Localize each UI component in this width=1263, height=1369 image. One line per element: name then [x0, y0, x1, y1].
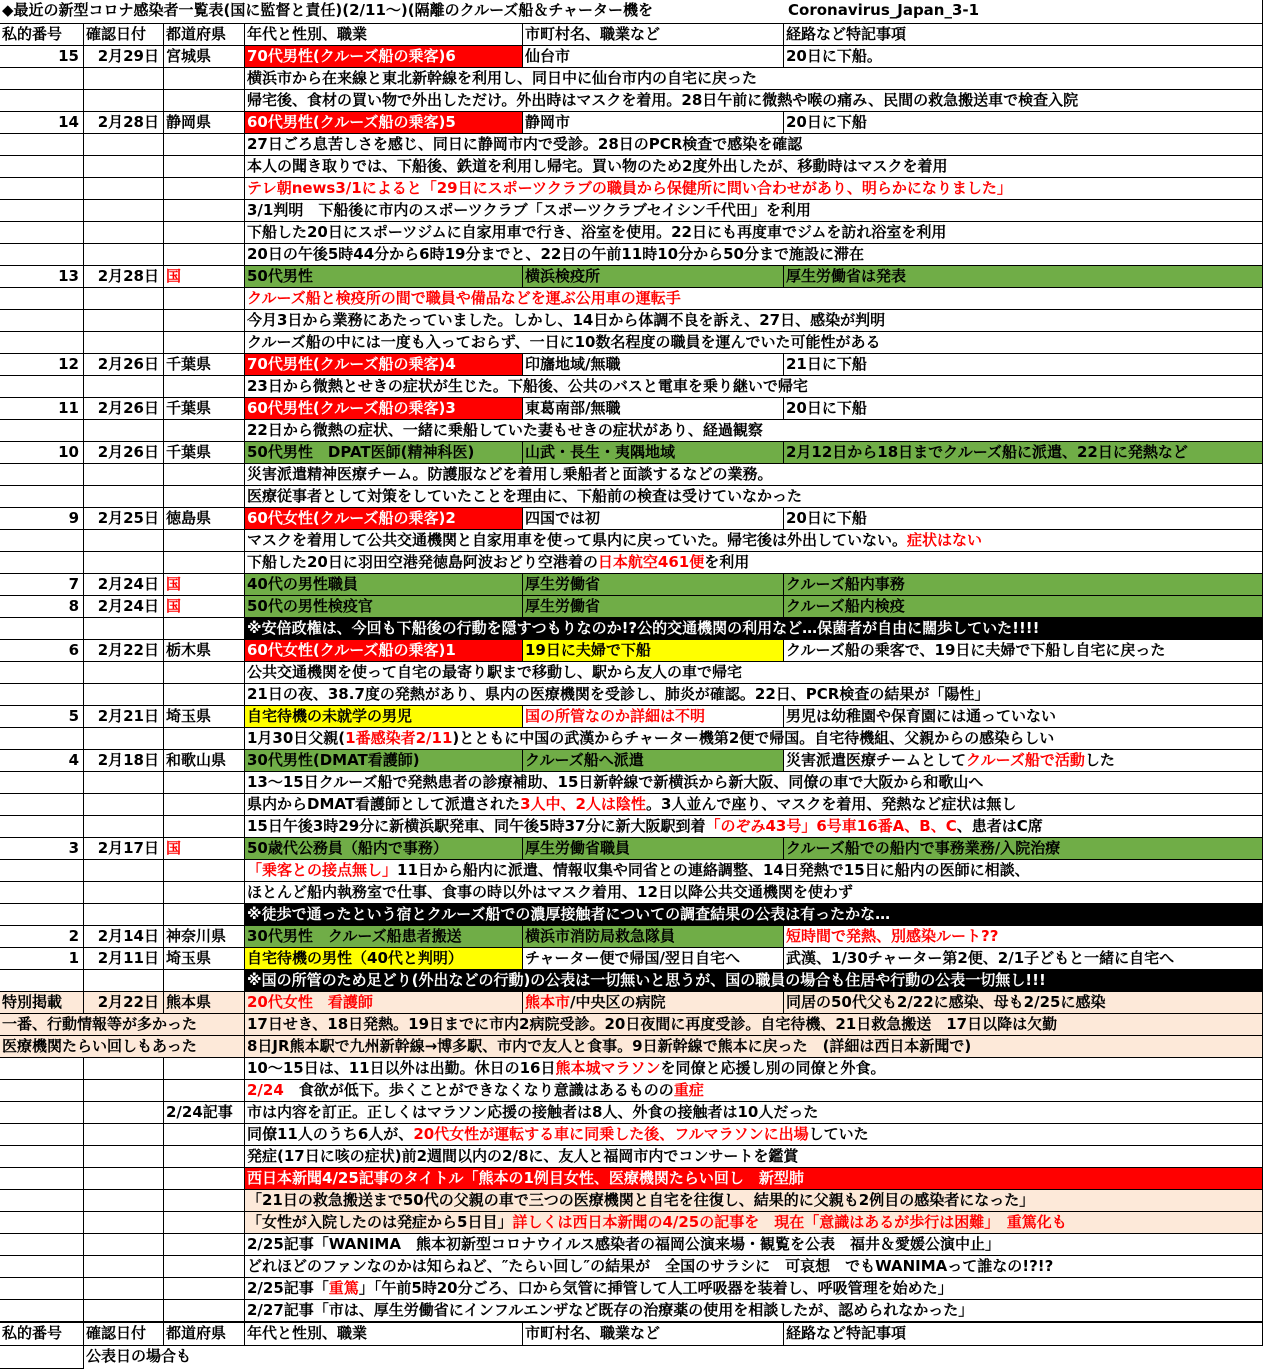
highlight-text: 3人中、2人は陰性: [520, 795, 646, 813]
cell-note[interactable]: 男児は幼稚園や保育園には通っていない: [784, 706, 1263, 728]
cell-city[interactable]: 厚生労働省: [523, 574, 784, 596]
footer-header-pref[interactable]: 都道府県: [164, 1322, 245, 1346]
highlight-text: 日本航空461便: [597, 553, 705, 571]
cell-city[interactable]: 仙台市: [523, 46, 784, 68]
cell-pref[interactable]: 千葉県: [164, 398, 245, 420]
sheet-id: Coronavirus_Japan_3-1: [786, 0, 1263, 24]
cell-city[interactable]: 山武・長生・夷隅地域: [523, 442, 784, 464]
cell-note[interactable]: 21日に下船: [784, 354, 1263, 376]
highlight-text: 20代女性が運転する車に同乗した後、フルマラソンに出場: [413, 1125, 809, 1143]
col-header-city[interactable]: 市町村名、職業など: [523, 24, 784, 46]
cell-city[interactable]: クルーズ船へ派遣: [523, 750, 784, 772]
highlight-text: クルーズ船で活動: [966, 751, 1085, 769]
cell-city[interactable]: 印旛地域/無職: [523, 354, 784, 376]
detail-text[interactable]: 下船した20日にスポーツジムに自家用車で行き、浴室を使用。22日にも再度車でジムを訪れ浴室を利用: [245, 222, 1263, 244]
cell-date[interactable]: 2月24日: [84, 596, 164, 618]
detail-text[interactable]: 横浜市から在来線と東北新幹線を利用し、同日中に仙台市内の自宅に戻った: [245, 68, 1263, 90]
col-header-note[interactable]: 経路など特記事項: [784, 24, 1263, 46]
cell-note[interactable]: クルーズ船内事務: [784, 574, 1263, 596]
detail-text[interactable]: 下船した20日に羽田空港発徳島阿波おどり空港着の日本航空461便を利用: [245, 552, 1263, 574]
cell-no[interactable]: 14: [0, 112, 84, 134]
cell-date[interactable]: 2月22日: [84, 640, 164, 662]
detail-text[interactable]: 10～15日は、11日以外は出勤。休日の16日熊本城マラソンを同僚と応援し別の同僚と外食。: [245, 1058, 1263, 1080]
detail-text[interactable]: 本人の聞き取りでは、下船後、鉄道を利用し帰宅。買い物のため2度外出したが、移動時はマスクを着用: [245, 156, 1263, 178]
cell-date[interactable]: 2月28日: [84, 112, 164, 134]
cell-note[interactable]: 20日に下船。: [784, 46, 1263, 68]
cell-city[interactable]: 静岡市: [523, 112, 784, 134]
cell-city[interactable]: 横浜検疫所: [523, 266, 784, 288]
cell-date[interactable]: 2月24日: [84, 574, 164, 596]
cell-age[interactable]: 60代男性(クルーズ船の乗客)3: [245, 398, 523, 420]
cell-age[interactable]: 50代の男性検疫官: [245, 596, 523, 618]
cell-city[interactable]: 東葛南部/無職: [523, 398, 784, 420]
cell-pref[interactable]: 徳島県: [164, 508, 245, 530]
cell-note[interactable]: 短時間で発熱、別感染ルート??: [784, 926, 1263, 948]
cell-no[interactable]: 1: [0, 948, 84, 970]
cell-pref[interactable]: 静岡県: [164, 112, 245, 134]
detail-text[interactable]: マスクを着用して公共交通機関と自家用車を使って県内に戻っていた。帰宅後は外出していない。症状はない: [245, 530, 1263, 552]
cell-age[interactable]: 50代男性: [245, 266, 523, 288]
col-header-date[interactable]: 確認日付: [84, 24, 164, 46]
cell-date[interactable]: 2月18日: [84, 750, 164, 772]
col-header-pref[interactable]: 都道府県: [164, 24, 245, 46]
news-title-banner[interactable]: 西日本新聞4/25記事のタイトル「熊本の1例目女性、医療機関たらい回し 新型肺: [245, 1168, 1263, 1190]
col-header-age[interactable]: 年代と性別、職業: [245, 24, 523, 46]
footer-header-date[interactable]: 確認日付: [84, 1322, 164, 1346]
highlight-text: 「のぞみ43号」6号車16番A、B、C: [705, 817, 957, 835]
cell-date[interactable]: 2月22日: [84, 992, 164, 1014]
detail-text[interactable]: クルーズ船と検疫所の間で職員や備品などを運ぶ公用車の運転手: [245, 288, 1263, 310]
cell-note[interactable]: 20日に下船: [784, 398, 1263, 420]
comment-banner[interactable]: ※安倍政権は、今回も下船後の行動を隠すつもりなのか!?公的交通機関の利用など…保菌者が自由に闊歩していた!!!!: [245, 618, 1263, 640]
detail-text[interactable]: 公共交通機関を使って自宅の最寄り駅まで移動し、駅から友人の車で帰宅: [245, 662, 1263, 684]
detail-text[interactable]: ほとんど船内執務室で仕事、食事の時以外はマスク着用、12日以降公共交通機関を使わず: [245, 882, 1263, 904]
detail-text[interactable]: 市は内容を訂正。正しくはマラソン応援の接触者は8人、外食の接触者は10人だった: [245, 1102, 1263, 1124]
detail-text[interactable]: 27日ごろ息苦しさを感じ、同日に静岡市内で受診。28日のPCR検査で感染を確認: [245, 134, 1263, 156]
detail-text[interactable]: 2/25記事「重篤」「午前5時20分ごろ、口から気管に挿管して人工呼吸器を装着し、呼吸管理を始めた」: [245, 1278, 1263, 1300]
cell-pref[interactable]: 埼玉県: [164, 948, 245, 970]
footer-note: 公表日の場合も: [86, 1347, 192, 1365]
cell-city[interactable]: 四国では初: [523, 508, 784, 530]
cell-pref[interactable]: 千葉県: [164, 442, 245, 464]
cell-note[interactable]: クルーズ船内検疫: [784, 596, 1263, 618]
footer-header-no[interactable]: 私的番号: [0, 1322, 84, 1346]
detail-text[interactable]: 1月30日父親(1番感染者2/11)とともに中国の武漢からチャーター機第2便で帰国。自宅待機組、父親からの感染らしい: [245, 728, 1263, 750]
col-header-no[interactable]: 私的番号: [0, 24, 84, 46]
highlight-text: 症状はない: [907, 531, 983, 549]
side-label[interactable]: 医療機関たらい回しもあった: [0, 1036, 245, 1058]
highlight-text: 1番感染者2/11: [345, 729, 453, 747]
cell-city[interactable]: 厚生労働省職員: [523, 838, 784, 860]
detail-text[interactable]: 13～15日クルーズ船で発熱患者の診療補助、15日新幹線で新横浜から新大阪、同僚の車で大阪から和歌山へ: [245, 772, 1263, 794]
detail-text[interactable]: 2/24 食欲が低下。歩くことができなくなり意識はあるものの重症: [245, 1080, 1263, 1102]
cell-age[interactable]: 60代女性(クルーズ船の乗客)1: [245, 640, 523, 662]
cell-date[interactable]: 2月14日: [84, 926, 164, 948]
cell-date[interactable]: 2月17日: [84, 838, 164, 860]
cell-city[interactable]: 熊本市/中央区の病院: [523, 992, 784, 1014]
detail-text[interactable]: 「21日の救急搬送まで50代の父親の車で三つの医療機関と自宅を往復し、結果的に父親も2例目の感染者になった」: [245, 1190, 1263, 1212]
cell-age[interactable]: 自宅待機の未就学の男児: [245, 706, 523, 728]
cell-date[interactable]: 2月11日: [84, 948, 164, 970]
detail-text[interactable]: 17日せき、18日発熱。19日までに市内2病院受診。20日夜間に再度受診。自宅待機、21日救急搬送 17日以降は欠勤: [245, 1014, 1263, 1036]
cell-no[interactable]: 7: [0, 574, 84, 596]
cell-city[interactable]: 厚生労働省: [523, 596, 784, 618]
detail-text[interactable]: 「女性が入院したのは発症から5日目」詳しくは西日本新聞の4/25の記事を 現在「意識はあるが歩行は困難」 重篤化も: [245, 1212, 1263, 1234]
cell-age[interactable]: 60代男性(クルーズ船の乗客)5: [245, 112, 523, 134]
cell-no[interactable]: 特別掲載: [0, 992, 84, 1014]
cell-no[interactable]: 13: [0, 266, 84, 288]
cell-pref[interactable]: 熊本県: [164, 992, 245, 1014]
cell-city[interactable]: チャーター便で帰国/翌日自宅へ: [523, 948, 784, 970]
detail-text[interactable]: 「乗客との接点無し」11日から船内に派遣、情報収集や同省との連絡調整、14日発熱で15日に船内の医師に相談、: [245, 860, 1263, 882]
cell-age[interactable]: 50代男性 DPAT医師(精神科医): [245, 442, 523, 464]
detail-text[interactable]: 2/25記事「WANIMA 熊本初新型コロナウイルス感染者の福岡公演来場・観覧を公表 福井＆愛媛公演中止」: [245, 1234, 1263, 1256]
detail-text[interactable]: 21日の夜、38.7度の発熱があり、県内の医療機関を受診し、肺炎が確認。22日、PCR検査の結果が「陽性」: [245, 684, 1263, 706]
cell-city[interactable]: 19日に夫婦で下船: [523, 640, 784, 662]
cell-pref[interactable]: 国: [164, 838, 245, 860]
cell-note[interactable]: 2月12日から18日までクルーズ船に派遣、22日に発熱など: [784, 442, 1263, 464]
cell-age[interactable]: 60代女性(クルーズ船の乗客)2: [245, 508, 523, 530]
cell-date[interactable]: 2月25日: [84, 508, 164, 530]
cell-age[interactable]: 自宅待機の男性（40代と判明）: [245, 948, 523, 970]
cell-date[interactable]: 2月21日: [84, 706, 164, 728]
cell-date[interactable]: 2月26日: [84, 354, 164, 376]
cell-pref[interactable]: 国: [164, 596, 245, 618]
cell-no[interactable]: 8: [0, 596, 84, 618]
cell-no[interactable]: 5: [0, 706, 84, 728]
footer-header-age[interactable]: 年代と性別、職業: [245, 1322, 523, 1346]
highlight-text: 「乗客との接点無し」: [247, 861, 398, 879]
cell-city[interactable]: 国の所管なのか詳細は不明: [523, 706, 784, 728]
footer-header-note[interactable]: 経路など特記事項: [784, 1322, 1263, 1346]
cell-pref[interactable]: 和歌山県: [164, 750, 245, 772]
cell-no[interactable]: 12: [0, 354, 84, 376]
detail-text[interactable]: 帰宅後、食材の買い物で外出しただけ。外出時はマスクを着用。28日午前に微熱や喉の痛み、民間の救急搬送車で検査入院: [245, 90, 1263, 112]
footer-header-city[interactable]: 市町村名、職業など: [523, 1322, 784, 1346]
cell-no[interactable]: 10: [0, 442, 84, 464]
cell-pref[interactable]: 宮城県: [164, 46, 245, 68]
cell-date[interactable]: 2月26日: [84, 398, 164, 420]
cell-no[interactable]: 9: [0, 508, 84, 530]
sheet-title: ◆最近の新型コロナ感染者一覧表(国に監督と責任)(2/11～)(隔離のクルーズ船＆チャーター機を: [0, 0, 786, 24]
cell-pref[interactable]: 埼玉県: [164, 706, 245, 728]
cell-age[interactable]: 70代男性(クルーズ船の乗客)6: [245, 46, 523, 68]
cell-no[interactable]: 3: [0, 838, 84, 860]
cell-date[interactable]: 2月26日: [84, 442, 164, 464]
cell-pref[interactable]: 神奈川県: [164, 926, 245, 948]
detail-text[interactable]: 8日JR熊本駅で九州新幹線→博多駅、市内で友人と食事。9日新幹線で熊本に戻った (詳細は西日本新聞で): [245, 1036, 1263, 1058]
highlight-text: 重症: [673, 1081, 704, 1099]
cell-age[interactable]: 50歳代公務員（船内で事務）: [245, 838, 523, 860]
comment-banner[interactable]: ※徒歩で通ったという宿とクルーズ船での濃厚接触者についての調査結果の公表は有ったかな…: [245, 904, 1263, 926]
cell-pref[interactable]: 千葉県: [164, 354, 245, 376]
cell-note[interactable]: 20日に下船: [784, 112, 1263, 134]
detail-text[interactable]: 15日午後3時29分に新横浜駅発車、同午後5時37分に新大阪駅到着「のぞみ43号」6号車16番A、B、C、患者はC席: [245, 816, 1263, 838]
cell-note[interactable]: クルーズ船での船内で事務業務/入院治療: [784, 838, 1263, 860]
cell-age[interactable]: 20代女性 看護師: [245, 992, 523, 1014]
cell-age[interactable]: 30代男性(DMAT看護師): [245, 750, 523, 772]
cell-note[interactable]: 同居の50代父も2/22に感染、母も2/25に感染: [784, 992, 1263, 1014]
detail-text[interactable]: 20日の午後5時44分から6時19分までと、22日の午前11時10分から50分まで施設に滞在: [245, 244, 1263, 266]
cell-no[interactable]: 4: [0, 750, 84, 772]
cell-no[interactable]: 11: [0, 398, 84, 420]
highlight-text: 重篤: [328, 1279, 359, 1297]
detail-text[interactable]: 今月3日から業務にあたっていました。しかし、14日から体調不良を訴え、27日、感染が判明: [245, 310, 1263, 332]
cell-note[interactable]: クルーズ船の乗客で、19日に夫婦で下船し自宅に戻った: [784, 640, 1263, 662]
cell-pref[interactable]: 栃木県: [164, 640, 245, 662]
detail-text[interactable]: 災害派遣精神医療チーム。防護服などを着用し乗船者と面談するなどの業務。: [245, 464, 1263, 486]
comment-banner[interactable]: ※国の所管のため足どり(外出などの行動)の公表は一切無いと思うが、国の職員の場合も住居や行動の公表一切無し!!!: [245, 970, 1263, 992]
detail-text[interactable]: 医療従事者として対策をしていたことを理由に、下船前の検査は受けていなかった: [245, 486, 1263, 508]
detail-text[interactable]: 22日から微熱の症状、一緒に乗船していた妻もせきの症状があり、経過観察: [245, 420, 1263, 442]
cell-city[interactable]: 横浜市消防局救急隊員: [523, 926, 784, 948]
detail-text[interactable]: 3/1判明 下船後に市内のスポーツクラブ「スポーツクラブセイシン千代田」を利用: [245, 200, 1263, 222]
cell-date[interactable]: 2月28日: [84, 266, 164, 288]
highlight-text: 熊本城マラソン: [555, 1059, 661, 1077]
cell-no[interactable]: 6: [0, 640, 84, 662]
detail-text[interactable]: 発症(17日に咳の症状)前2週間以内の2/8に、友人と福岡市内でコンサートを鑑賞: [245, 1146, 1263, 1168]
cell-pref[interactable]: 国: [164, 574, 245, 596]
detail-text[interactable]: クルーズ船の中には一度も入っておらず、一日に10数名程度の職員を運んでいた可能性がある: [245, 332, 1263, 354]
highlight-text: 詳しくは西日本新聞の4/25の記事を 現在「意識はあるが歩行は困難」 重篤化も: [512, 1213, 1067, 1231]
detail-text[interactable]: 2/27記事「市は、厚生労働省にインフルエンザなど既存の治療薬の使用を相談したが、認められなかった」: [245, 1300, 1263, 1322]
cell-age[interactable]: 70代男性(クルーズ船の乗客)4: [245, 354, 523, 376]
cell-pref[interactable]: 国: [164, 266, 245, 288]
cell-no[interactable]: 15: [0, 46, 84, 68]
cell-age[interactable]: 30代男性 クルーズ船患者搬送: [245, 926, 523, 948]
cell-age[interactable]: 40代の男性職員: [245, 574, 523, 596]
detail-text[interactable]: 県内からDMAT看護師として派遣された3人中、2人は陰性。3人並んで座り、マスクを着用、発熱など症状は無し: [245, 794, 1263, 816]
cell-note[interactable]: 20日に下船: [784, 508, 1263, 530]
cell-note[interactable]: 災害派遣医療チームとしてクルーズ船で活動した: [784, 750, 1263, 772]
detail-text[interactable]: テレ朝news3/1によると「29日にスポーツクラブの職員から保健所に問い合わせがあり、明らかになりました」: [245, 178, 1263, 200]
cell-no[interactable]: 2: [0, 926, 84, 948]
cell-date[interactable]: 2月29日: [84, 46, 164, 68]
detail-text[interactable]: 23日から微熱とせきの症状が生じた。下船後、公共のバスと電車を乗り継いで帰宅: [245, 376, 1263, 398]
detail-text[interactable]: 同僚11人のうち6人が、20代女性が運転する車に同乗した後、フルマラソンに出場していた: [245, 1124, 1263, 1146]
cell-note[interactable]: 厚生労働省は発表: [784, 266, 1263, 288]
cell-note[interactable]: 武漢、1/30チャーター第2便、2/1子どもと一緒に自宅へ: [784, 948, 1263, 970]
article-date[interactable]: 2/24記事: [164, 1102, 245, 1124]
detail-text[interactable]: どれほどのファンなのかは知らねど、″たらい回し″の結果が 全国のサラシに 可哀想 でもWANIMAって誰なの!?!?: [245, 1256, 1263, 1278]
side-label[interactable]: 一番、行動情報等が多かった: [0, 1014, 245, 1036]
